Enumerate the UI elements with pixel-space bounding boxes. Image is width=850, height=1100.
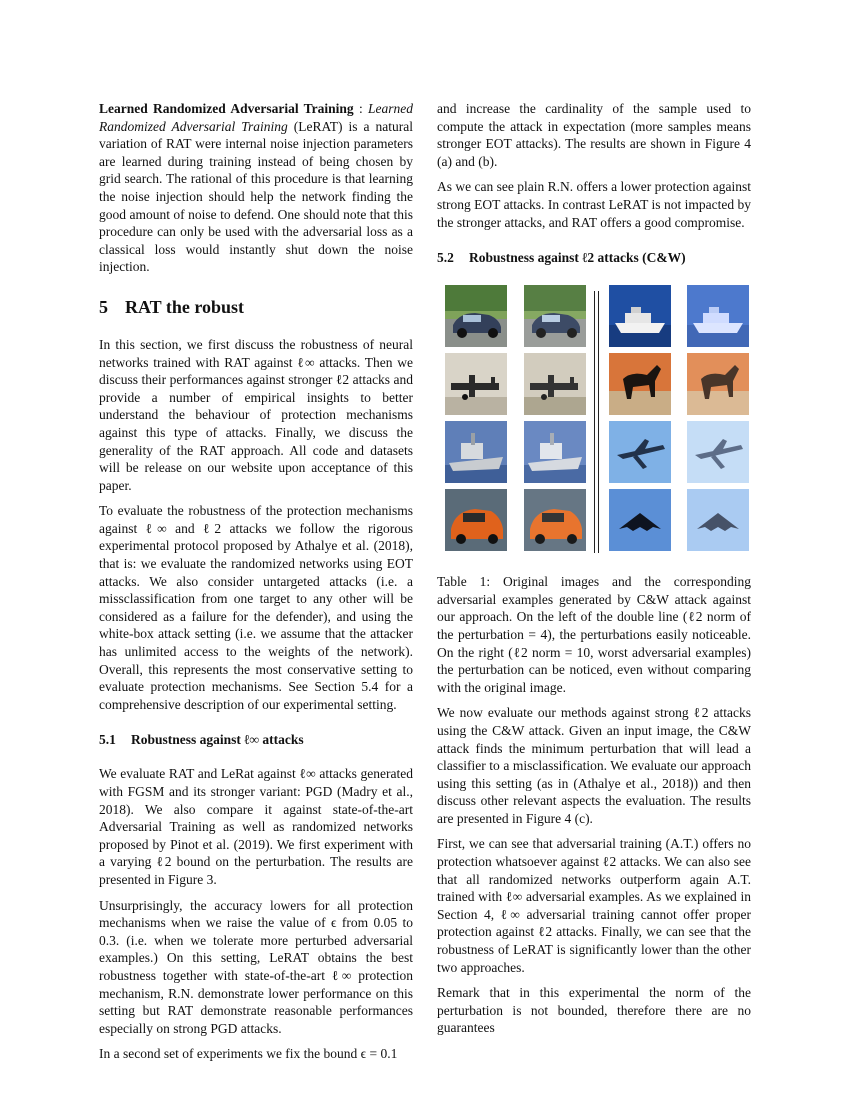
- lerat-colon: :: [353, 101, 363, 116]
- subsection-title: Robustness against ℓ∞ attacks: [131, 732, 304, 748]
- section-5-heading: [99, 296, 413, 318]
- double-line-right: [598, 291, 599, 553]
- airplane-prop-original-image: [445, 353, 507, 415]
- sub51-paragraph-1: We evaluate RAT and LeRat against ℓ∞ attacks generated with FGSM and its stronger variant: PGD (Madry et al., 2018). We also compare it against state-of-the-art Adversarial Training as well as randomized networks proposed by Pinot et al. (2019). We first experiment with a varying ℓ2 bound on the perturbation. The results are presented in Figure 3.: [99, 766, 413, 887]
- car-original-image: [445, 285, 507, 347]
- right-paragraph-2: As we can see plain R.N. offers a lower protection against strong EOT attacks. In contrast LeRAT is not impacted by the stronger attacks, and RAT offers a good compromise.: [437, 179, 751, 230]
- section5-paragraph-2: To evaluate the robustness of the protection mechanisms against ℓ∞ and ℓ2 attacks we follow the rigorous experimental protocol proposed by Athalye et al. (2018), that is: we evaluate the randomized networks using EOT attacks. We also consider untargeted attacks (i.e. a missclassification from one target to any other will be considered as a failure for the defender), and using the white-box attack setting (i.e. we assume that the attacker has unlimited access to the weights of the network). Overall, this represents the most conservative setting to evaluate protection mechanisms. See Section 5.4 for a comprehensive description of our experimental setting.: [99, 503, 413, 712]
- right-column: [437, 100, 751, 1045]
- subsection-5-2-heading: [437, 249, 751, 267]
- car-adversarial-image: [524, 285, 586, 347]
- lerat-run-heading: Learned Randomized Adversarial Training: [99, 101, 354, 116]
- right-paragraph-1: and increase the cardinality of the sample used to compute the attack in expectation (more samples means stronger EOT attacks). The results are shown in Figure 4 (a) and (b).: [437, 101, 751, 169]
- horse-adversarial-image: [687, 353, 749, 415]
- horse-original-image: [609, 353, 671, 415]
- lerat-paragraph: [99, 100, 413, 276]
- boat-original-image: [609, 285, 671, 347]
- section-title: RAT the robust: [125, 296, 245, 317]
- right-paragraph-5: Remark that in this experimental the norm of the perturbation is not bounded, therefore there are no guarantees: [437, 985, 751, 1036]
- airplane-jet-adversarial-image: [687, 421, 749, 483]
- section-number: 5: [99, 296, 108, 317]
- ship-adversarial-image: [524, 421, 586, 483]
- section5-paragraph-1: In this section, we first discuss the robustness of neural networks trained with RAT against ℓ∞ attacks. Then we discuss their performances against stronger ℓ2 attacks and provide a number of empirical insights to better understand the behaviour of protection mechanisms against this type of attacks. Finally, we discuss the generality of the RAT approach. All code and datasets will be release on our website upon acceptance of this paper.: [99, 336, 413, 493]
- right-paragraph-4: First, we can see that adversarial training (A.T.) offers no protection whatsoever against ℓ2 attacks. We can also see that all randomized networks outperform again A.T. trained with ℓ∞ adversarial examples. As we explained in Section 4, ℓ∞ adversarial training cannot offer proper protection against ℓ2 attacks. Finally, we can see that the robustness of LeRAT is significantly lower than the other two approaches.: [437, 836, 751, 975]
- stealth-bomber-original-image: [609, 489, 671, 551]
- right-paragraph-3: We now evaluate our methods against strong ℓ2 attacks using the C&W attack. Given an input image, the C&W attack finds the minimum perturbation that will lead a classifier to a misclassification. We evaluate our approach using this setting (as in (Athalye et al., 2018)) and then discuss other relevant aspects the evaluation. The results are presented in Figure 4 (c).: [437, 705, 751, 826]
- airplane-jet-original-image: [609, 421, 671, 483]
- airplane-prop-adversarial-image: [524, 353, 586, 415]
- sub51-paragraph-2: Unsurprisingly, the accuracy lowers for all protection mechanisms when we raise the value of ϵ from 0.05 to 0.3. (i.e. when we tolerate more perturbed adversarial examples.) On this setting, LeRAT obtains the best robustness together with state-of-the-art ℓ∞ protection mechanism, R.N. demonstrate lower performance on this setting but RAT demonstrate reasonable performances especially on strong PGD attacks.: [99, 897, 413, 1036]
- lerat-body: (LeRAT) is a natural variation of RAT were internal noise injection parameters are learned during training instead of being chosen by grid search. The rational of this procedure is that learning the noise injection should help the network finding the good amount of noise to defend. One should note that this procedure can only be used with the adversarial loss as a classical loss would instantly shut down the noise injection.: [99, 118, 413, 275]
- orange-car-original-image: [445, 489, 507, 551]
- ship-original-image: [445, 421, 507, 483]
- subsection-title: Robustness against ℓ2 attacks (C&W): [469, 250, 686, 266]
- boat-adversarial-image: [687, 285, 749, 347]
- figure-caption: Table 1: Original images and the corresponding adversarial examples generated by C&W attack against our approach. On the left of the double line (ℓ2 norm of the perturbation = 4), the perturbations easily noticeable. On the right (ℓ2 norm = 10, worst adversarial examples) the perturbation can be noticed, even without comparing with the original image.: [437, 574, 751, 695]
- left-column: [99, 100, 413, 1071]
- orange-car-adversarial-image: [524, 489, 586, 551]
- adversarial-examples-figure: [437, 285, 751, 555]
- stealth-bomber-adversarial-image: [687, 489, 749, 551]
- lerat-italic-term: Learned Randomized Adversarial Training: [99, 101, 413, 134]
- subsection-5-1-heading: [99, 731, 413, 749]
- sub51-paragraph-3: In a second set of experiments we fix the bound ϵ = 0.1: [99, 1046, 398, 1062]
- double-line-left: [594, 291, 595, 553]
- subsection-number: 5.2: [437, 250, 454, 266]
- subsection-number: 5.1: [99, 732, 116, 748]
